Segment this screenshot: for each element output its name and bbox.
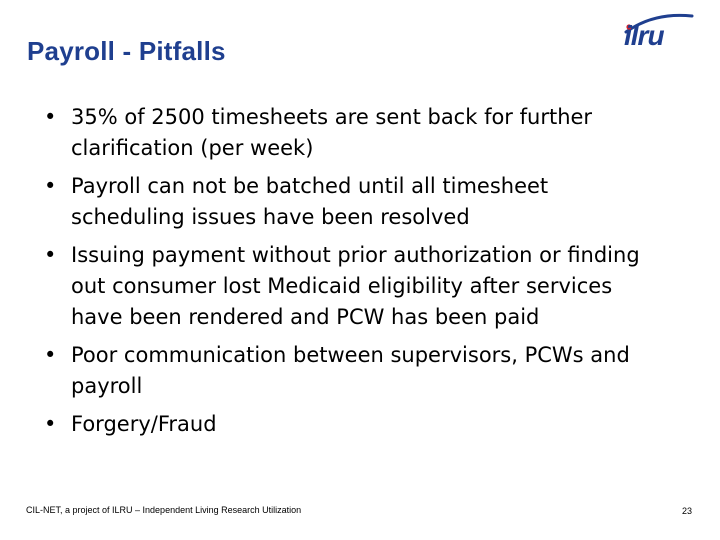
footer-text: CIL-NET, a project of ILRU – Independent Living Research Utilization	[26, 505, 302, 515]
bullet-text: Poor communication between supervisors, PCWs and payroll	[71, 343, 630, 398]
logo-text: ilru	[624, 20, 664, 51]
bullet-text: Forgery/Fraud	[71, 412, 217, 436]
bullet-dot: •	[44, 343, 57, 367]
bullet-item	[44, 102, 664, 164]
bullet-dot: •	[44, 243, 57, 267]
slide-title: Payroll - Pitfalls	[27, 36, 226, 66]
bullet-dot: •	[44, 174, 57, 198]
bullet-item	[44, 171, 664, 233]
page-number: 23	[682, 506, 693, 516]
bullet-text: 35% of 2500 timesheets are sent back for further clarification (per week)	[71, 105, 593, 160]
bullet-list	[44, 102, 664, 447]
bullet-dot: •	[44, 412, 57, 436]
bullet-dot: •	[44, 105, 57, 129]
bullet-text: Payroll can not be batched until all timesheet scheduling issues have been resolved	[71, 174, 549, 229]
bullet-text: Issuing payment without prior authorization or finding out consumer lost Medicaid eligibility after services have been rendered and PCW has been paid	[71, 243, 640, 329]
bullet-item	[44, 340, 664, 402]
bullet-item	[44, 240, 664, 333]
bullet-item	[44, 409, 664, 440]
ilru-logo	[618, 10, 698, 54]
